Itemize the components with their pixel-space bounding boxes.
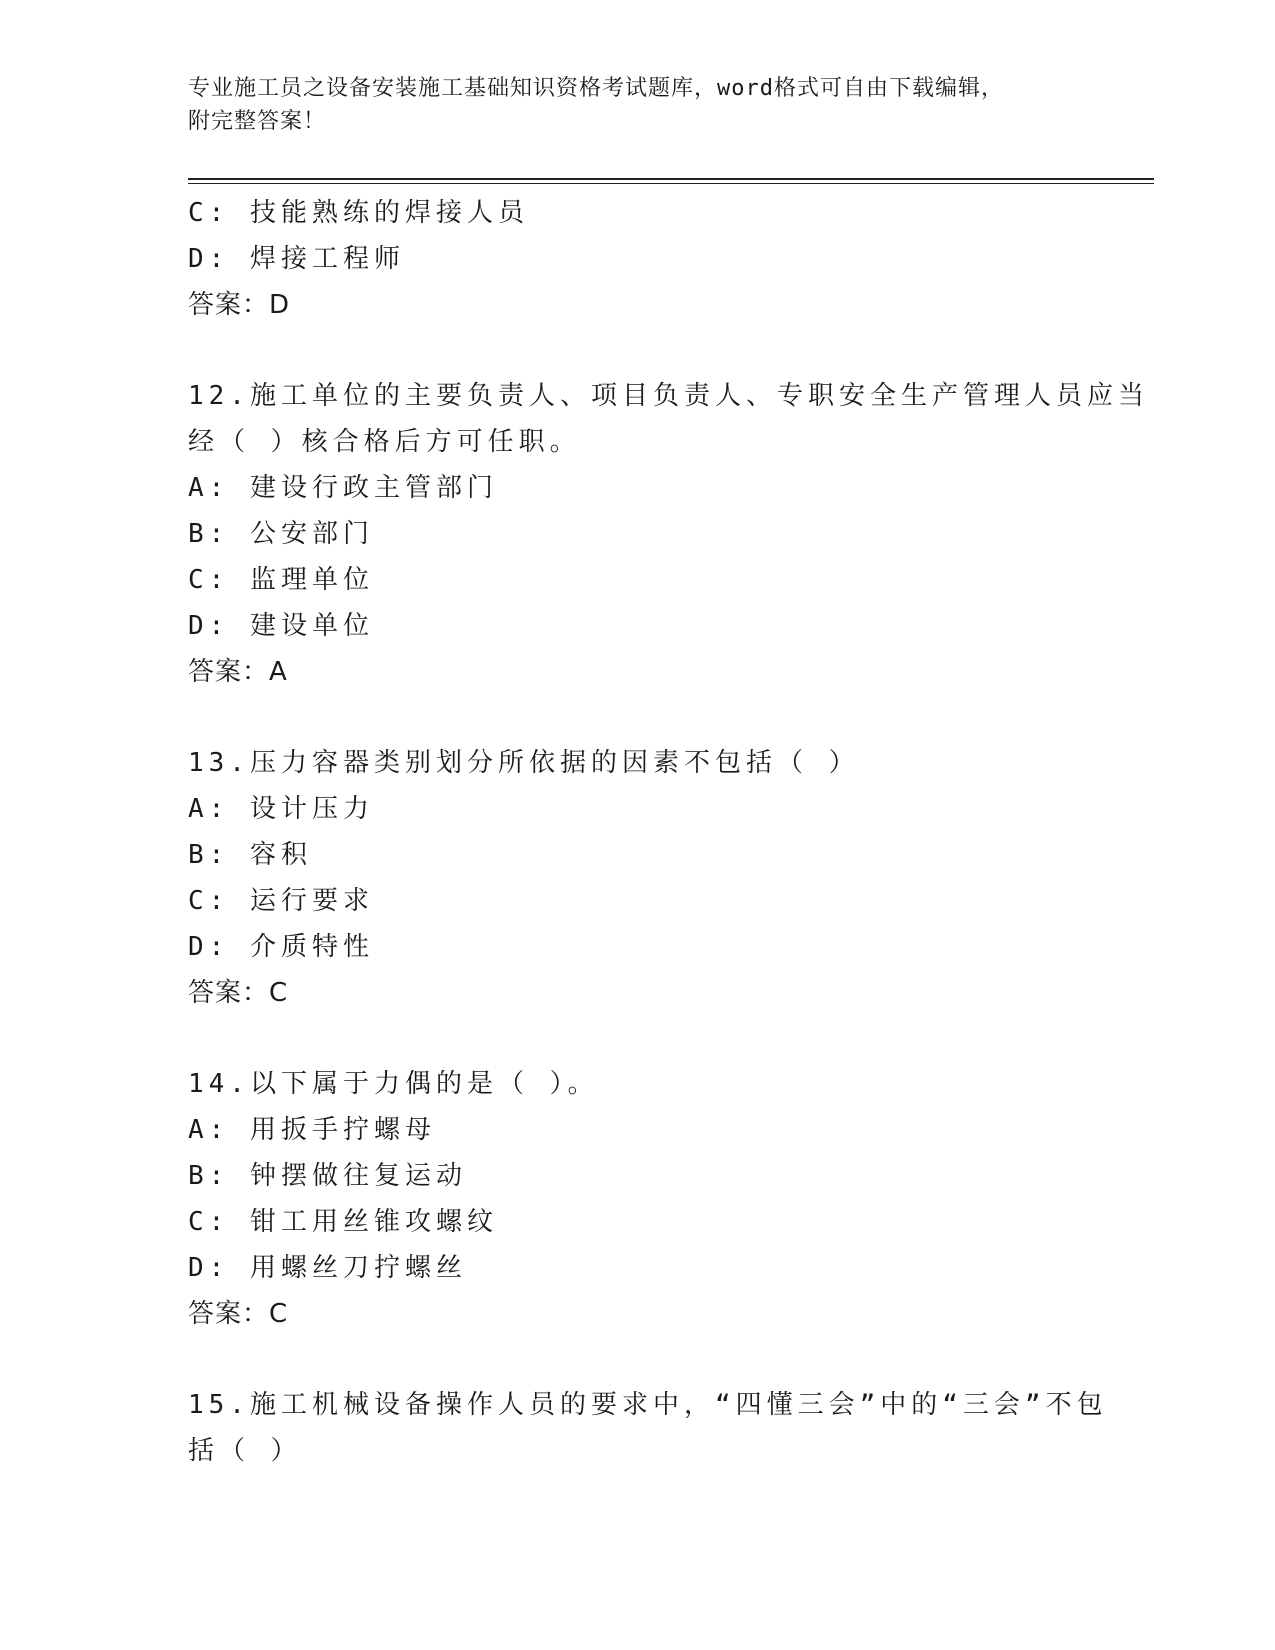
answer-line: 答案：D [188,290,291,320]
header-line-1: 专业施工员之设备安装施工基础知识资格考试题库，word格式可自由下载编辑， [188,76,1004,101]
question-14 [188,1061,1088,1337]
option-a: A: 用扳手拧螺母 [188,1115,436,1145]
option-c: C: 钳工用丝锥攻螺纹 [188,1207,498,1237]
question-stem-line-1: 14.以下属于力偶的是（ ）。 [188,1069,599,1099]
option-d: D: 介质特性 [188,932,374,962]
answer-line: 答案：A [188,657,288,687]
question-stem-line-1: 15.施工机械设备操作人员的要求中，“四懂三会”中的“三会”不包 [188,1390,1108,1420]
answer-line: 答案：C [188,1299,289,1329]
option-a: A: 设计压力 [188,794,374,824]
question-13 [188,740,1088,1016]
option-d: D: 焊接工程师 [188,244,405,274]
option-d: D: 用螺丝刀拧螺丝 [188,1253,467,1283]
question-11 [188,190,1088,328]
answer-line: 答案：C [188,978,289,1008]
question-stem-line-1: 12.施工单位的主要负责人、项目负责人、专职安全生产管理人员应当 [188,381,1149,411]
question-15 [188,1382,1108,1474]
option-c: C: 技能熟练的焊接人员 [188,198,529,228]
question-stem-line-1: 13.压力容器类别划分所依据的因素不包括（ ） [188,748,860,778]
question-stem-line-2: 经（ ）核合格后方可任职。 [188,427,581,457]
question-list [188,190,1149,1474]
question-12 [188,373,1149,695]
header-divider-thin [188,183,1154,184]
question-stem-line-2: 括（ ） [188,1436,302,1466]
option-a: A: 建设行政主管部门 [188,473,498,503]
option-b: B: 钟摆做往复运动 [188,1161,467,1191]
document-header [188,72,1088,138]
option-d: D: 建设单位 [188,611,374,641]
header-divider-thick [188,178,1154,180]
option-b: B: 公安部门 [188,519,374,549]
header-line-2: 附完整答案！ [188,109,327,134]
option-c: C: 运行要求 [188,886,374,916]
option-c: C: 监理单位 [188,565,374,595]
option-b: B: 容积 [188,840,312,870]
